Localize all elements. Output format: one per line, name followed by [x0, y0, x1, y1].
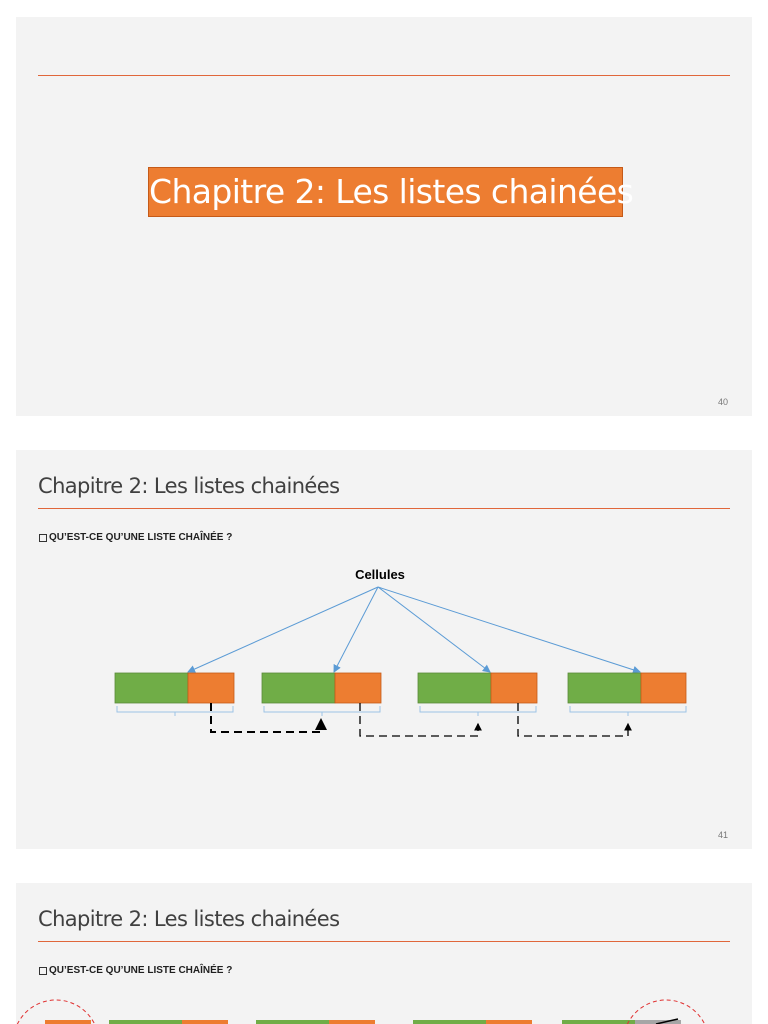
data-field — [109, 1020, 182, 1024]
pointer-field — [491, 673, 537, 703]
pointer-field — [182, 1020, 228, 1024]
pointer-field — [188, 673, 234, 703]
cell-1-brace — [117, 706, 233, 716]
bullet-text: QU’EST-CE QU’UNE LISTE CHAÎNÉE ? — [49, 532, 233, 543]
link-arrow-3-4 — [518, 703, 628, 736]
title-rule — [38, 75, 730, 76]
list-cell-3 — [418, 673, 537, 703]
arrow-to-cell-3 — [378, 587, 490, 672]
pointer-field — [486, 1020, 532, 1024]
data-field — [568, 673, 641, 703]
data-field — [115, 673, 188, 703]
pointer-field — [335, 673, 381, 703]
cellules-label: Cellules — [355, 567, 405, 582]
arrow-to-cell-1 — [188, 587, 378, 672]
bullet-text: QU’EST-CE QU’UNE LISTE CHAÎNÉE ? — [49, 965, 233, 976]
pointer-field — [329, 1020, 375, 1024]
link-arrow-1-2 — [211, 703, 321, 732]
arrow-to-cell-4 — [378, 587, 640, 672]
linked-list-diagram-partial — [16, 883, 752, 1024]
arrow-to-cell-2 — [334, 587, 378, 672]
head-pointer-field — [45, 1020, 91, 1024]
linked-list-diagram — [16, 450, 752, 849]
cell-2-brace — [264, 706, 380, 716]
list-cell-4 — [568, 673, 686, 703]
data-field — [262, 673, 335, 703]
pointer-field — [641, 673, 686, 703]
data-field — [413, 1020, 486, 1024]
slide-42 — [16, 883, 752, 1024]
cell-4-brace — [570, 706, 686, 716]
data-field — [256, 1020, 329, 1024]
slide-title: Chapitre 2: Les listes chainées — [38, 907, 340, 931]
data-field — [418, 673, 491, 703]
slide-41 — [16, 450, 752, 849]
slide-40 — [16, 17, 752, 416]
section-title: Chapitre 2: Les listes chainées — [148, 167, 623, 217]
list-cell-2 — [262, 673, 381, 703]
data-field — [562, 1020, 635, 1024]
slide-title: Chapitre 2: Les listes chainées — [38, 474, 340, 498]
page-number: 40 — [717, 397, 728, 407]
link-arrow-2-3 — [360, 703, 478, 736]
page-number: 41 — [717, 830, 728, 840]
list-cell-1 — [115, 673, 234, 703]
